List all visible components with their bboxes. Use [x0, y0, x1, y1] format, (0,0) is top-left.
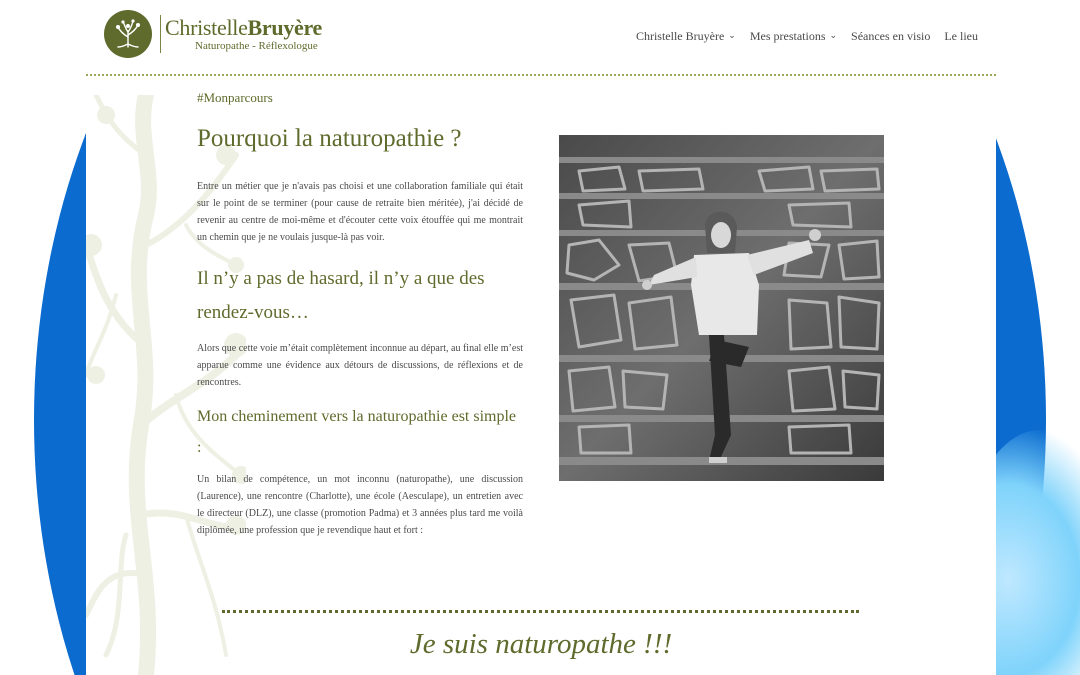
section-divider — [222, 610, 859, 613]
brand-last-name: Bruyère — [247, 15, 323, 40]
nav-item-seances-en-visio[interactable] — [851, 29, 930, 44]
logo-divider — [160, 15, 161, 53]
main-content — [197, 90, 523, 539]
chevron-down-icon: ⌄ — [829, 30, 838, 40]
nav-item-christelle-bruyere[interactable] — [636, 29, 736, 44]
paragraph-voie: Alors que cette voie m’était complètement inconnue au départ, au final elle m’est apparue comme une évidence aux détours de discussions, de réflexions et de rencontres. — [197, 343, 523, 388]
nav-item-label: Mes prestations — [749, 29, 826, 43]
nav-item-label: Le lieu — [944, 29, 978, 43]
site-logo[interactable] — [104, 10, 322, 58]
tree-logo-icon — [104, 10, 152, 58]
header-divider — [86, 74, 996, 76]
section-heading-hasard: Il n’y a pas de hasard, il n’y a que des rendez-vous… — [197, 268, 485, 323]
brand-name — [165, 16, 322, 40]
main-nav — [622, 29, 978, 44]
chevron-down-icon: ⌄ — [728, 30, 736, 40]
page-title: Pourquoi la naturopathie ? — [197, 125, 462, 152]
paragraph-cheminement: Un bilan de compétence, un mot inconnu (naturopathe), une discussion (Laurence), une rencontre (Charlotte), une école (Aesculape), un entretien avec le directeur (DLZ), une classe (promotion Padma) et 3 années plus tard me voilà diplômée, une profession que je revendique haut et fort : — [197, 474, 523, 536]
nav-item-le-lieu[interactable] — [944, 29, 978, 44]
portrait-photo — [559, 135, 884, 481]
logo-text — [165, 16, 322, 52]
hashtag-label: #Monparcours — [197, 90, 273, 105]
section-heading-cheminement: Mon cheminement vers la naturopathie est simple : — [197, 408, 517, 456]
closing-heading: Je suis naturopathe !!! — [409, 628, 673, 660]
brand-first-name: Christelle — [165, 15, 248, 40]
nav-item-mes-prestations[interactable] — [750, 29, 837, 44]
site-header — [86, 0, 996, 76]
nav-item-label: Séances en visio — [851, 29, 931, 43]
nav-item-label: Christelle Bruyère — [635, 29, 725, 43]
brand-tagline: Naturopathe - Réflexologue — [195, 40, 318, 52]
intro-paragraph: Entre un métier que je n'avais pas choisi et une collaboration familiale qui était sur le point de se terminer (pour cause de retraite bien méritée), j'ai décidé de revenir au centre de moi-même et d'écouter cette voix étouffée qui me montrait un chemin que je ne voulais jusque-là pas voir. — [197, 181, 523, 243]
